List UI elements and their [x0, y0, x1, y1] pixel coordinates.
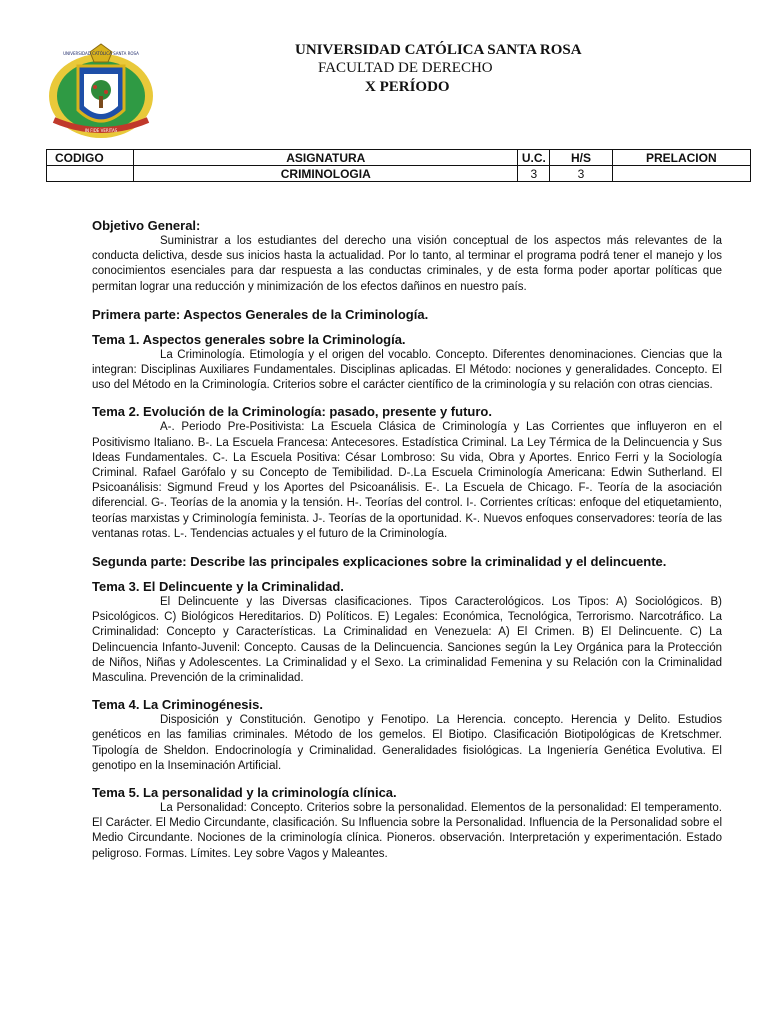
syllabus-content — [92, 216, 722, 862]
col-header-codigo: CODIGO — [47, 150, 134, 166]
tema3-title: Tema 3. El Delincuente y la Criminalidad. — [92, 579, 344, 595]
table-header-row — [47, 150, 751, 166]
faculty-name: FACULTAD DE DERECHO — [318, 60, 493, 76]
tema1-title: Tema 1. Aspectos generales sobre la Criminología. — [92, 331, 406, 347]
course-info-table — [46, 149, 751, 182]
cell-hs: 3 — [550, 166, 612, 182]
cell-subject: CRIMINOLOGIA — [134, 166, 518, 182]
objetivo-title: Objetivo General: — [92, 218, 201, 233]
tema1-text: La Criminología. Etimología y el origen del vocablo. Concepto. Diferentes denominaciones. Ciencias que la integran: Disciplinas Auxiliares Fundamentales. Disciplinas aplicadas. El Método: nociones y generalidades. Concepto. El uso del Método en la Criminología. Criterios sobre el carácter científico de la criminología y su relación con otras ciencias. — [92, 348, 722, 392]
logo-text-bottom: IN FIDE VERITAS — [84, 128, 118, 133]
cell-code — [47, 166, 134, 182]
tema5-text: La Personalidad: Concepto. Criterios sobre la personalidad. Elementos de la personalidad: El temperamento. El Carácter. El Medio Circundante, clasificación. Su Influencia sobre la Personalidad. Influencia de la Personalidad sobre el Medio Circundante. Nociones de la criminología clínica. Pioneros. observación. Interpretación y experimentación. Estado peligroso. Formas. Límites. Ley sobre Vagos y Maleantes. — [92, 802, 722, 860]
objetivo-text: Suministrar a los estudiantes del derecho una visión conceptual de los aspectos más relevantes de la conducta delictiva, desde sus inicios hasta la actualidad. Por lo tanto, al terminar el programa podrá tener el manejo y los conocimientos esenciales para dar respuesta a las conductas criminales, y de esta forma poder aportar políticas que permitan lograr una reducción y minimización de los efectos dañinos en nuestro país. — [92, 235, 722, 293]
table-row — [47, 166, 751, 182]
cell-prelacion — [612, 166, 750, 182]
col-header-asignatura: ASIGNATURA — [134, 150, 518, 166]
tema4-title: Tema 4. La Criminogénesis. — [92, 697, 263, 713]
university-crest-logo — [48, 40, 154, 140]
parte2-title: Segunda parte: Describe las principales explicaciones sobre la criminalidad y el delincuente. — [92, 554, 667, 570]
parte1-title: Primera parte: Aspectos Generales de la Criminología. — [92, 306, 429, 322]
tema3-text: El Delincuente y las Diversas clasificaciones. Tipos Caracterológicos. Los Tipos: A) Sociológicos. B) Psicológicos. C) Biológicos Hereditarios. D) Políticos. E) Legales: Económica, Tecnológica, Terrorismo. Narcotráfico. La Criminalidad: Concepto y Características. La Criminalidad en Venezuela: A) El Crimen. B) El Delincuente. C) La Delincuencia Infanto-Juvenil: Concepto. Causas de la Delincuencia. Sanciones según la Ley Orgánica para la Protección de Niños, Niñas y Adolescentes. La Criminalidad y el Sexo. La criminalidad Femenina y su Relación con la Criminalidad Masculina. Prevención de la criminalidad. — [92, 596, 722, 685]
tema2-text: A-. Periodo Pre-Positivista: La Escuela Clásica de Criminología y Las Corrientes que influyeron en el Positivismo Italiano. B-. La Escuela Francesa: Antecesores. Estadística Criminal. La Ley Térmica de la Delincuencia y Sus Ideas Fundamentales. C-. La Escuela Positiva: César Lombroso: Su vida, Obra y Aportes. Enrico Ferri y la Sociología Criminal. Rafael Garófalo y su Concepto de Temibilidad. D-.La Escuela Criminología Americana: Edwin Sutherland. El Psicoanálisis: Sigmund Freud y los Aportes del Psicoanálisis. E-. La Escuela de Chicago. F-. Teoría de la asociación diferencial. G-. Teorías de la anomia y la tensión. H-. Teorías del control. I-. Corrientes críticas: enfoque del etiquetamiento, teorías marxistas y Criminología feminista. J-. Teorías de la oportunidad. K-. Nuevos enfoques conservadores: teoría de las ventanas rotas. L-. Tendencias actuales y el futuro de la Criminología. — [92, 421, 722, 540]
cell-uc: 3 — [518, 166, 550, 182]
logo-text-top: UNIVERSIDAD CATÓLICA SANTA ROSA — [63, 51, 139, 56]
tema2-title: Tema 2. Evolución de la Criminología: pasado, presente y futuro. — [92, 404, 492, 420]
col-header-uc: U.C. — [518, 150, 550, 166]
col-header-prelacion: PRELACION — [612, 150, 750, 166]
tema4-text: Disposición y Constitución. Genotipo y Fenotipo. La Herencia. concepto. Herencia y Delito. Estudios genéticos en las familias criminales. Método de los gemelos. El Biotipo. Clasificación Biotipológicas de Kretschmer. Tipología de Sheldon. Endocrinología y Criminalidad. Generalidades fisiológicas. La Ingeniería Genética Evolutiva. El genotipo en la Inseminación Artificial. — [92, 714, 722, 772]
col-header-hs: H/S — [550, 150, 612, 166]
university-name: UNIVERSIDAD CATÓLICA SANTA ROSA — [295, 42, 582, 58]
period-label: X PERÍODO — [365, 79, 450, 95]
tema5-title: Tema 5. La personalidad y la criminología clínica. — [92, 785, 397, 801]
